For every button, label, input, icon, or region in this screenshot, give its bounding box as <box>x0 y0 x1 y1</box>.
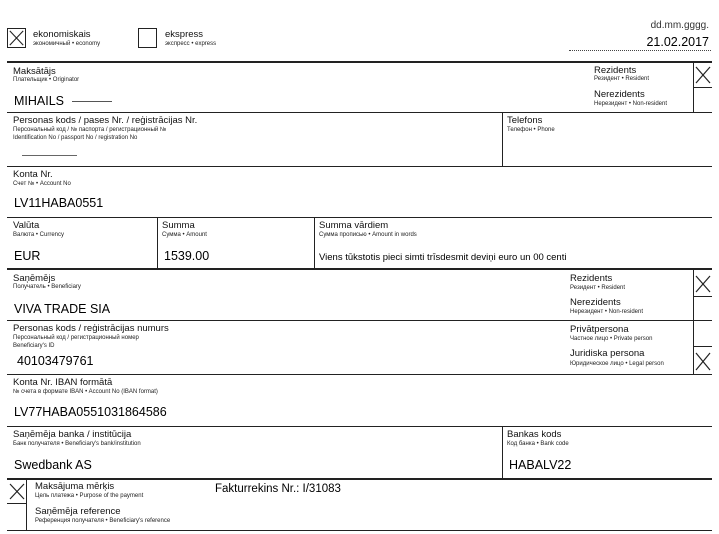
purpose-checkbox[interactable] <box>7 480 26 503</box>
originator-id-sublabel-2: Identification No / passport No / registration No <box>13 135 138 141</box>
iban-label: Konta Nr. IBAN formātā <box>13 377 113 388</box>
amount-words-label: Summa vārdiem <box>319 220 389 231</box>
originator-id-sublabel-1: Персональный код / № паспорта / регистрационный № <box>13 127 167 133</box>
bank-sublabel: Банк получателя • Beneficiary's bank/institution <box>13 441 141 447</box>
beneficiary-top-rule <box>7 268 712 270</box>
purpose-check-rule <box>7 503 26 504</box>
amount-words-divider <box>314 218 315 268</box>
bank-top-rule <box>7 426 712 427</box>
bank-code-sublabel: Код банка • Bank code <box>507 441 569 447</box>
bank-value[interactable]: Swedbank AS <box>14 458 92 472</box>
originator-resident-checkbox[interactable] <box>693 62 712 87</box>
reference-label: Saņēmēja reference <box>35 506 121 517</box>
purpose-top-rule <box>7 478 712 480</box>
beneficiary-id-value[interactable]: 40103479761 <box>17 354 94 368</box>
originator-id-redaction <box>22 155 77 156</box>
legal-person-label: Juridiska persona <box>570 348 645 359</box>
beneficiary-nonresident-label: Nerezidents <box>570 297 621 308</box>
date-underline <box>569 50 711 51</box>
beneficiary-value[interactable]: VIVA TRADE SIA <box>14 302 111 316</box>
currency-sublabel: Валюта • Currency <box>13 232 64 238</box>
account-value[interactable]: LV11HABA0551 <box>14 196 104 210</box>
purpose-sublabel: Цель платежа • Purpose of the payment <box>35 493 144 499</box>
originator-nonresident-checkbox[interactable] <box>693 88 712 112</box>
originator-nonresident-sublabel: Нерезидент • Non-resident <box>594 101 667 107</box>
bank-label: Saņēmēja banka / institūcija <box>13 429 132 440</box>
currency-value[interactable]: EUR <box>14 249 41 263</box>
amount-value[interactable]: 1539.00 <box>164 249 210 263</box>
reference-sublabel: Референция получателя • Beneficiary's reference <box>35 518 171 524</box>
express-checkbox[interactable] <box>138 28 157 48</box>
private-person-label: Privātpersona <box>570 324 629 335</box>
economy-label: ekonomiskais <box>33 29 91 40</box>
iban-sublabel: № счета в формате IBAN • Account No (IBAN format) <box>13 389 158 395</box>
originator-id-top-rule <box>7 112 712 113</box>
amount-sublabel: Сумма • Amount <box>162 232 207 238</box>
beneficiary-id-sublabel-2: Beneficiary's ID <box>13 343 55 349</box>
account-top-rule <box>7 166 712 167</box>
beneficiary-id-label: Personas kods / reģistrācijas numurs <box>13 323 169 334</box>
economy-checkbox[interactable] <box>7 28 26 48</box>
beneficiary-resident-checkbox[interactable] <box>693 270 712 296</box>
legal-person-checkbox[interactable] <box>693 347 712 374</box>
beneficiary-id-top-rule <box>7 320 712 321</box>
private-person-sublabel: Частное лицо • Private person <box>570 336 653 342</box>
bank-code-divider <box>502 427 503 478</box>
currency-label: Valūta <box>13 220 40 231</box>
purpose-check-divider <box>26 480 27 530</box>
date-value[interactable]: 21.02.2017 <box>646 35 709 49</box>
phone-divider <box>502 113 503 166</box>
beneficiary-resident-label: Rezidents <box>570 273 613 284</box>
amount-words-value[interactable]: Viens tūkstotis pieci simti trīsdesmit deviņi euro un 00 centi <box>319 252 567 263</box>
originator-value[interactable]: MIHAILS <box>14 94 65 108</box>
amount-top-rule <box>7 217 712 218</box>
originator-resident-label: Rezidents <box>594 65 637 76</box>
beneficiary-resident-sublabel: Резидент • Resident <box>570 285 626 291</box>
bank-code-label: Bankas kods <box>507 429 562 440</box>
amount-label: Summa <box>162 220 195 231</box>
beneficiary-sublabel: Получатель • Beneficiary <box>13 284 81 290</box>
purpose-value[interactable]: Fakturrekins Nr.: I/31083 <box>215 483 341 495</box>
phone-label: Telefons <box>507 115 543 126</box>
phone-sublabel: Телефон • Phone <box>507 127 555 133</box>
date-format-label: dd.mm.gggg. <box>650 20 709 31</box>
beneficiary-label: Saņēmējs <box>13 273 56 284</box>
beneficiary-nonresident-sublabel: Нерезидент • Non-resident <box>570 309 643 315</box>
originator-sublabel: Плательщик • Originator <box>13 77 80 83</box>
amount-divider <box>157 218 158 268</box>
legal-person-sublabel: Юридическое лицо • Legal person <box>570 361 664 367</box>
economy-sublabel: экономичный • economy <box>33 41 101 47</box>
beneficiary-id-sublabel-1: Персональный код / регистрационный номер <box>13 335 139 341</box>
express-label: ekspress <box>165 29 204 40</box>
originator-id-label: Personas kods / pases Nr. / reģistrācijas Nr. <box>13 115 198 126</box>
bank-code-value[interactable]: HABALV22 <box>509 458 572 472</box>
originator-redaction <box>72 101 112 102</box>
purpose-label: Maksājuma mērķis <box>35 481 115 492</box>
originator-label: Maksātājs <box>13 66 56 77</box>
amount-words-sublabel: Сумма прописью • Amount in words <box>319 232 417 238</box>
account-label: Konta Nr. <box>13 169 53 180</box>
iban-value[interactable]: LV77HABA0551031864586 <box>14 405 167 419</box>
express-sublabel: экспресс • express <box>165 41 217 47</box>
originator-top-rule <box>7 61 712 63</box>
account-sublabel: Счет № • Account No <box>13 181 71 187</box>
private-person-checkbox[interactable] <box>693 321 712 346</box>
form-bottom-rule <box>7 530 712 531</box>
originator-resident-sublabel: Резидент • Resident <box>594 76 650 82</box>
iban-top-rule <box>7 374 712 375</box>
beneficiary-nonresident-checkbox[interactable] <box>693 297 712 320</box>
originator-nonresident-label: Nerezidents <box>594 89 645 100</box>
